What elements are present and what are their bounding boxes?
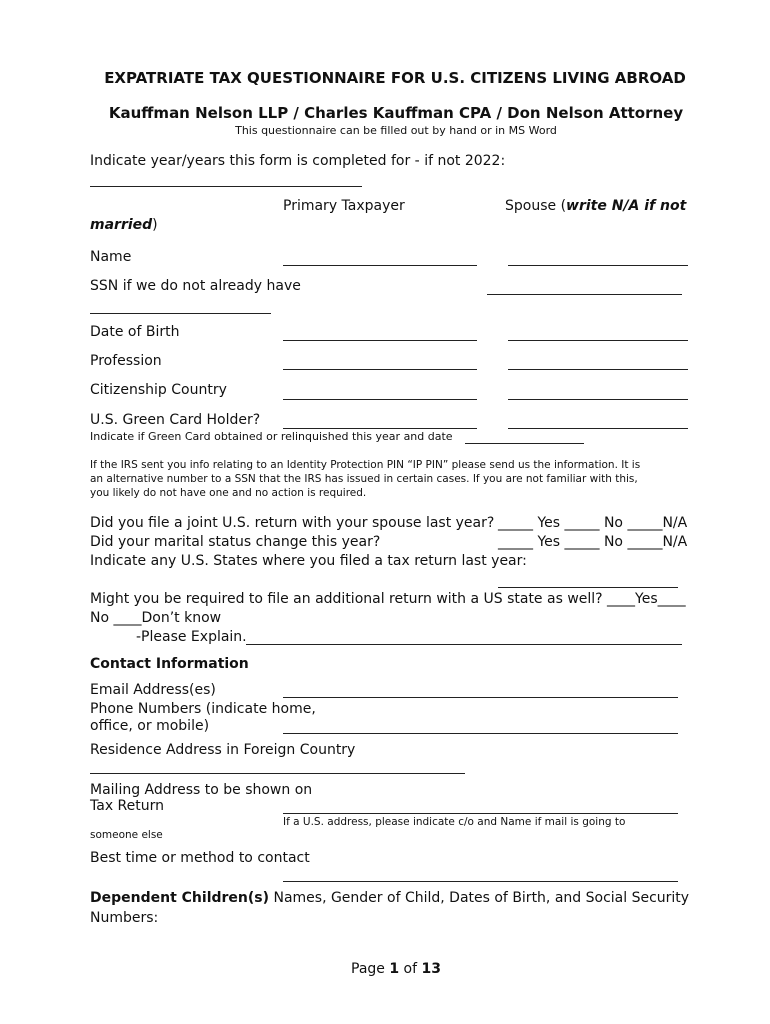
spouse-green-card-field[interactable] (508, 428, 688, 429)
of-label: of (399, 961, 422, 977)
best-time-field[interactable] (283, 881, 678, 882)
spouse-profession-field[interactable] (508, 369, 688, 370)
states-field[interactable] (498, 587, 678, 588)
year-input-line[interactable] (90, 186, 362, 187)
spouse-prefix: Spouse ( (505, 198, 567, 214)
form-title: EXPATRIATE TAX QUESTIONNAIRE FOR U.S. CITIZENS LIVING ABROAD (104, 69, 686, 87)
joint-return-options[interactable]: _____ Yes _____ No _____N/A (498, 515, 688, 531)
mailing-note: If a U.S. address, please indicate c/o and Name if mail is going to (283, 816, 626, 828)
marital-status-options[interactable]: _____ Yes _____ No _____N/A (498, 534, 688, 550)
residence-label: Residence Address in Foreign Country (90, 742, 356, 758)
green-card-date-field[interactable] (465, 443, 584, 444)
ip-pin-note-3: you likely do not have one and no action is required. (90, 487, 367, 499)
spouse-emph-2: married (90, 217, 153, 233)
page-total: 13 (421, 961, 441, 977)
page-number: 1 (389, 961, 400, 977)
ip-pin-note-1: If the IRS sent you info relating to an Identity Protection PIN “IP PIN” please send us the information. It is (90, 459, 641, 471)
best-time-label: Best time or method to contact (90, 850, 310, 866)
additional-return-options[interactable]: No ____Don’t know (90, 610, 222, 626)
primary-taxpayer-header: Primary Taxpayer (283, 198, 405, 214)
spouse-dob-field[interactable] (508, 340, 688, 341)
green-card-note: Indicate if Green Card obtained or relinquished this year and date (90, 430, 453, 443)
spouse-suffix: ) (152, 217, 158, 233)
spouse-header-cont (90, 217, 158, 233)
marital-status-question: Did your marital status change this year? (90, 534, 381, 550)
primary-name-field[interactable] (283, 265, 477, 266)
dob-label: Date of Birth (90, 324, 180, 340)
email-field[interactable] (283, 697, 678, 698)
year-prompt: Indicate year/years this form is completed for - if not 2022: (90, 153, 506, 169)
mailing-label-1: Mailing Address to be shown on (90, 782, 313, 798)
ip-pin-note-2: an alternative number to a SSN that the IRS has issued in certain cases. If you are not familiar with this, (90, 473, 638, 485)
spouse-header (505, 198, 686, 214)
green-card-label: U.S. Green Card Holder? (90, 412, 261, 428)
phone-field[interactable] (283, 733, 678, 734)
dependents-line-2: Numbers: (90, 910, 159, 926)
explain-field[interactable] (246, 644, 682, 645)
spouse-emph: write N/A if not (566, 198, 687, 214)
additional-return-question: Might you be required to file an additional return with a US state as well? ____Yes____ (90, 591, 686, 607)
profession-label: Profession (90, 353, 162, 369)
page-label: Page (351, 961, 390, 977)
name-label: Name (90, 249, 132, 265)
dependents-line-1 (90, 890, 689, 906)
firm-name: Kauffman Nelson LLP / Charles Kauffman CPA / Don Nelson Attorney (108, 104, 684, 122)
page-footer (0, 961, 770, 977)
mailing-label-2: Tax Return (90, 798, 165, 814)
spouse-citizenship-field[interactable] (508, 399, 688, 400)
form-note: This questionnaire can be filled out by hand or in MS Word (235, 124, 557, 137)
residence-field[interactable] (90, 773, 465, 774)
phone-label-1: Phone Numbers (indicate home, (90, 701, 316, 717)
spouse-ssn-field[interactable] (90, 313, 271, 314)
contact-heading: Contact Information (90, 656, 249, 672)
citizenship-label: Citizenship Country (90, 382, 227, 398)
spouse-name-field[interactable] (508, 265, 688, 266)
dependents-heading: Dependent Children(s) (90, 890, 270, 906)
email-label: Email Address(es) (90, 682, 216, 698)
mailing-note-2: someone else (90, 829, 163, 841)
states-question: Indicate any U.S. States where you filed a tax return last year: (90, 553, 527, 569)
explain-label: -Please Explain. (136, 629, 247, 645)
primary-green-card-field[interactable] (283, 428, 477, 429)
primary-ssn-field[interactable] (487, 294, 682, 295)
ssn-label: SSN if we do not already have (90, 278, 301, 294)
primary-profession-field[interactable] (283, 369, 477, 370)
phone-label-2: office, or mobile) (90, 718, 210, 734)
mailing-field[interactable] (283, 813, 678, 814)
dependents-text: Names, Gender of Child, Dates of Birth, and Social Security (269, 890, 690, 906)
joint-return-question: Did you file a joint U.S. return with your spouse last year? (90, 515, 495, 531)
primary-dob-field[interactable] (283, 340, 477, 341)
primary-citizenship-field[interactable] (283, 399, 477, 400)
